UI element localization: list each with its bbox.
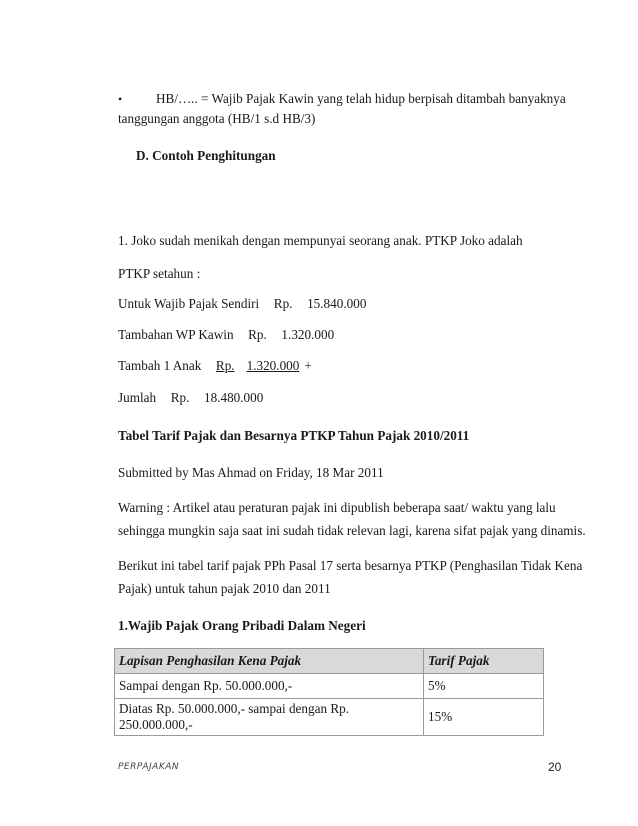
ptkp-row-currency: Rp. bbox=[273, 296, 293, 311]
ptkp-row-total bbox=[118, 390, 263, 406]
section-heading: D. Contoh Penghitungan bbox=[136, 148, 276, 163]
table-cell: 15% bbox=[424, 699, 544, 736]
table-row bbox=[115, 674, 544, 699]
warning-line1: Warning : Artikel atau peraturan pajak ini dipublish beberapa saat/ waktu yang lalu bbox=[118, 500, 556, 515]
ptkp-row-amount: 1.320.000 bbox=[246, 358, 300, 373]
ptkp-row-amount: 18.480.000 bbox=[203, 390, 264, 405]
ptkp-row-kawin bbox=[118, 327, 334, 343]
page-number: 20 bbox=[548, 760, 562, 774]
example-intro: 1. Joko sudah menikah dengan mempunyai seorang anak. PTKP Joko adalah bbox=[118, 233, 523, 248]
ptkp-row-label: Jumlah bbox=[118, 390, 157, 405]
intro-line1: Berikut ini tabel tarif pajak PPh Pasal 17 serta besarnya PTKP (Penghasilan Tidak Kena bbox=[118, 558, 583, 573]
table-cell: Sampai dengan Rp. 50.000.000,- bbox=[115, 674, 424, 699]
article-title: Tabel Tarif Pajak dan Besarnya PTKP Tahun Pajak 2010/2011 bbox=[118, 428, 470, 443]
intro-line2: Pajak) untuk tahun pajak 2010 dan 2011 bbox=[118, 581, 331, 596]
ptkp-row-label: Tambah 1 Anak bbox=[118, 358, 202, 373]
ptkp-row-underlined bbox=[216, 358, 304, 373]
ptkp-row-amount: 15.840.000 bbox=[307, 296, 367, 311]
bullet-text-line1: HB/….. = Wajib Pajak Kawin yang telah hidup berpisah ditambah banyaknya bbox=[156, 91, 566, 106]
ptkp-row-currency: Rp. bbox=[248, 327, 267, 342]
bullet-text-line2: tanggungan anggota (HB/1 s.d HB/3) bbox=[118, 111, 316, 126]
tarif-table bbox=[114, 648, 544, 736]
table-header-cell: Lapisan Penghasilan Kena Pajak bbox=[115, 649, 424, 674]
bullet-symbol: • bbox=[118, 92, 123, 106]
warning-line2: sehingga mungkin saja saat ini sudah tidak relevan lagi, karena sifat pajak yang dinamis. bbox=[118, 523, 586, 538]
ptkp-row-currency: Rp. bbox=[215, 358, 235, 373]
ptkp-row-currency: Rp. bbox=[170, 390, 190, 405]
ptkp-row-self bbox=[118, 296, 366, 312]
table-header-cell: Tarif Pajak bbox=[424, 649, 544, 674]
table-cell: 5% bbox=[424, 674, 544, 699]
ptkp-row-anak bbox=[118, 358, 312, 374]
subheading-text: Wajib Pajak Orang Pribadi Dalam Negeri bbox=[127, 618, 366, 633]
ptkp-row-amount: 1.320.000 bbox=[281, 327, 335, 342]
article-submitted: Submitted by Mas Ahmad on Friday, 18 Mar 2011 bbox=[118, 465, 384, 480]
ptkp-row-label: Untuk Wajib Pajak Sendiri bbox=[118, 296, 260, 311]
ptkp-row-label: Tambahan WP Kawin bbox=[118, 327, 234, 342]
ptkp-label: PTKP setahun : bbox=[118, 266, 201, 281]
subheading bbox=[118, 618, 366, 634]
ptkp-row-plus: + bbox=[304, 358, 312, 373]
subheading-number: 1. bbox=[118, 618, 128, 633]
table-row bbox=[115, 699, 544, 736]
table-cell: Diatas Rp. 50.000.000,- sampai dengan Rp. 250.000.000,- bbox=[115, 699, 424, 736]
footer-label: PERPAJAKAN bbox=[118, 762, 180, 772]
table-header-row bbox=[115, 649, 544, 674]
